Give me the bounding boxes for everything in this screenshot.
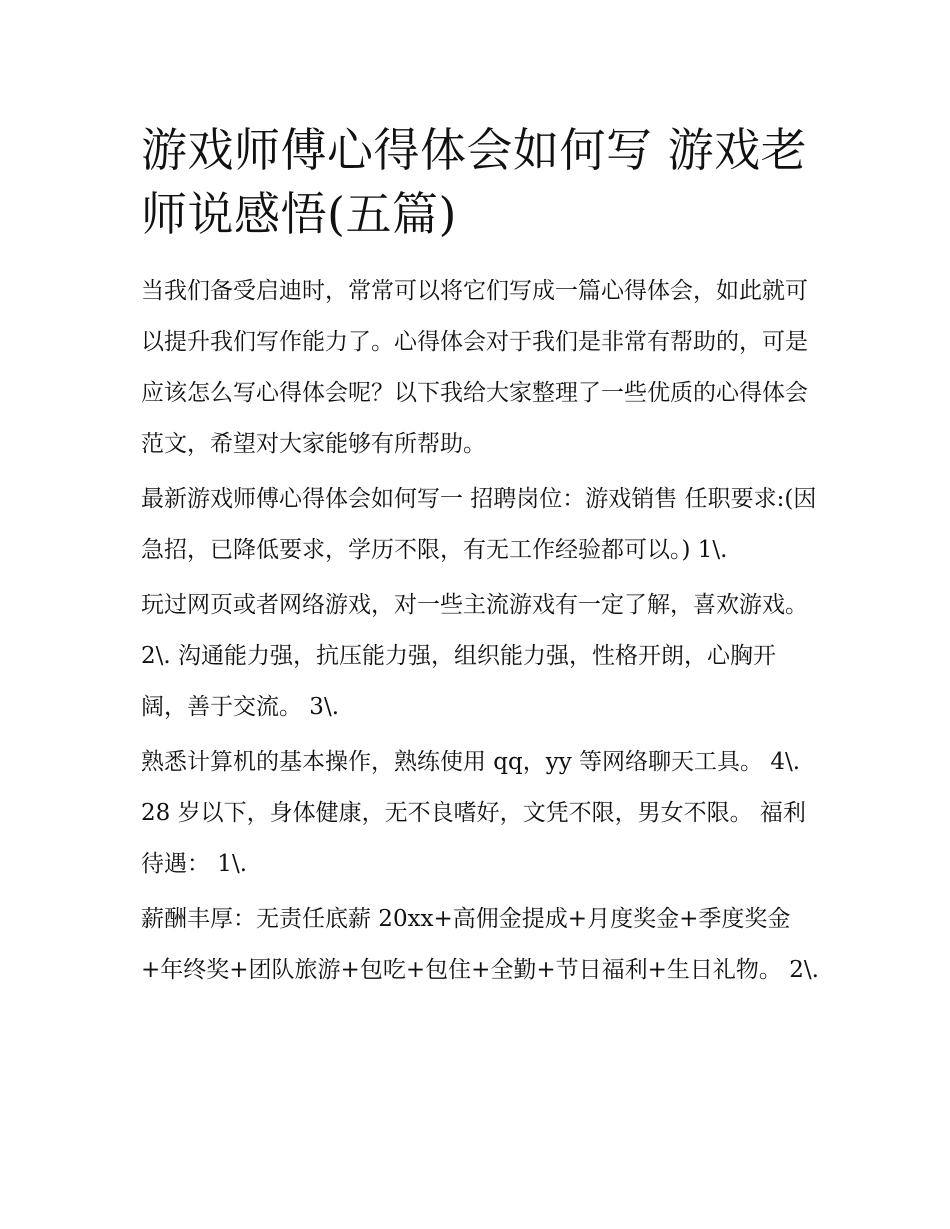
paragraph-requirement-1-2: 玩过网页或者网络游戏，对一些主流游戏有一定了解，喜欢游戏。 2\. 沟通能力强，抗压能力强，组织能力强，性格开朗，心胸开阔，善于交流。 3\. xyxy=(141,592,816,720)
document-title: 游戏师傅心得体会如何写 游戏老师说感悟(五篇) xyxy=(141,123,808,241)
paragraph-benefits: 薪酬丰厚：无责任底薪 20xx+高佣金提成+月度奖金+季度奖金+年终奖+团队旅游+包吃+包住+全勤+节日福利+生日礼物。 2\. xyxy=(141,906,819,983)
paragraph-job-post: 最新游戏师傅心得体会如何写一 招聘岗位：游戏销售 任职要求:(因急招，已降低要求，学历不限，有无工作经验都可以。) 1\. xyxy=(141,486,817,563)
paragraph-requirement-3-4: 熟悉计算机的基本操作，熟练使用 qq，yy 等网络聊天工具。 4\. 28 岁以下，身体健康，无不良嗜好，文凭不限，男女不限。 福利待遇： 1\. xyxy=(141,749,808,877)
paragraph-intro: 当我们备受启迪时，常常可以将它们写成一篇心得体会，如此就可以提升我们写作能力了。心得体会对于我们是非常有帮助的，可是应该怎么写心得体会呢？以下我给大家整理了一些优质的心得体会范文，希望对大家能够有所帮助。 xyxy=(141,278,808,457)
document-page xyxy=(141,118,821,996)
